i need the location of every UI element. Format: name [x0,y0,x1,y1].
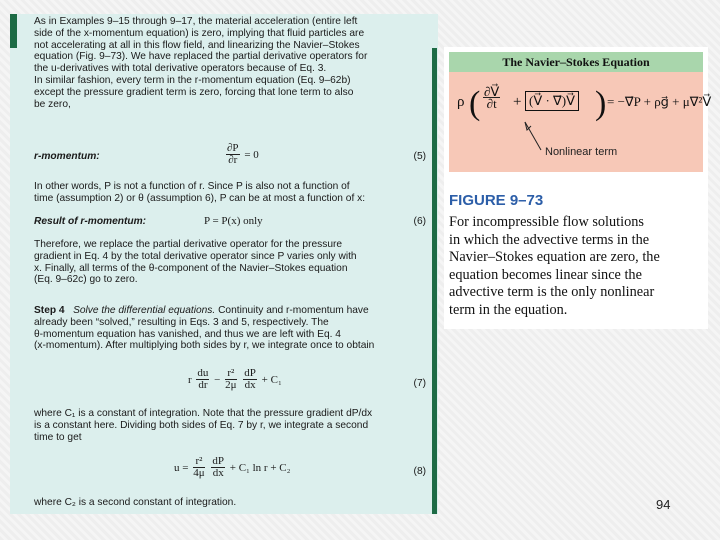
text-line: is a constant here. Dividing both sides of Eq. 7 by r, we integrate a second [34,419,369,431]
right-paren: ) [595,85,607,122]
paragraph-6 [34,497,426,509]
paragraph-5 [34,408,426,443]
equation-rhs: = −∇⃗P + ρg⃗ + μ∇²V⃗ [607,94,712,109]
numerator: r² [193,456,204,468]
text-line: (Eq. 9–62c) go to zero. [34,274,138,286]
nonlinear-term-note: Nonlinear term [545,146,618,158]
equation-body [174,456,290,479]
accent-bar [10,14,17,48]
denominator: 4μ [193,467,205,479]
text-fragment: Continuity and r-momentum have [215,305,369,316]
numerator: ∂V⃗ [484,84,500,99]
text-line: already been “solved,” resulting in Eqs. 3 and 5, respectively. The [34,316,329,328]
text-line: As in Examples 9–15 through 9–17, the material acceleration (entire left [34,16,358,27]
denominator: ∂r [228,154,238,166]
equation-number: (7) [413,378,426,389]
step-heading: Step 4 [34,305,65,316]
caption-line: advective term is the only nonlinear [449,284,655,301]
text-line: x. Finally, all terms of the θ-component of the Navier–Stokes equation [34,262,348,274]
text-line: the u-derivatives with total derivative operators because of Eq. 3. [34,63,327,75]
left-paren: ( [469,85,481,122]
step-title: Solve the differential equations. [73,305,216,316]
text-line: Therefore, we replace the partial derivative operator for the pressure [34,239,343,250]
equation-label: Result of r-momentum: [34,216,147,227]
text-line: side of the x-momentum equation) is zero, implying that fluid particles are [34,27,365,39]
advective-term: (V⃗ · ∇⃗)V⃗ [525,91,579,111]
equation-5 [34,143,426,169]
text-line: not accelerating at all in this flow field, and linearizing the Navier–Stokes [34,39,360,51]
denominator: dr [198,379,208,391]
plus-sign: + [513,94,522,110]
paragraph-2 [34,181,426,205]
fraction [211,456,225,479]
paragraph-4 [34,305,426,352]
equation-number: (6) [413,216,426,227]
denominator: dx [212,467,224,479]
term: r [188,373,192,386]
text-line: be zero, [34,98,71,110]
text-line: equation (Fig. 9–73). We have replaced the partial derivative operators for [34,51,368,63]
text-line: except the pressure gradient term is zero, forcing that lone term to also [34,86,354,98]
page-number: 94 [656,497,671,512]
text-line: In other words, P is not a function of r. Since P is also not a function of [34,181,350,192]
text-line [34,305,426,317]
term: + C₁ ln r + C₂ [229,461,291,474]
numerator: du [197,367,209,379]
column-divider [432,48,437,514]
figure-header: The Navier–Stokes Equation [449,52,703,72]
text-line: time (assumption 2) or θ (assumption 6), P can be at most a function of x: [34,192,366,204]
fraction [226,143,240,166]
denominator: 2μ [225,379,237,391]
equation-body [188,368,282,391]
equation-7 [34,368,426,398]
text-line: θ-momentum equation has vanished, and thus we are left with Eq. 4 [34,328,341,340]
rho-symbol: ρ [457,94,465,110]
term: + C₁ [261,373,282,386]
equation-number: (8) [413,466,426,477]
caption-line: Navier–Stokes equation are zero, the [449,249,660,266]
equation-6 [34,208,426,234]
caption-line: For incompressible flow solutions [449,214,644,230]
equation-body: P = P(x) only [204,215,263,227]
text-line: gradient in Eq. 4 by the total derivative operator since P varies only with [34,250,357,262]
equation-number: (5) [413,151,426,162]
caption-line: in which the advective terms in the [449,231,650,248]
caption-line: term in the equation. [449,301,568,318]
figure-caption [449,214,705,320]
numerator: dP [244,367,256,379]
equation-label: r-momentum: [34,151,100,162]
numerator: ∂P [227,142,239,154]
equation-8 [34,456,426,486]
term: u = [174,461,189,474]
equation-body [224,143,259,166]
fraction [193,456,204,479]
text-line: (x-momentum). After multiplying both sides by r, we integrate once to obtain [34,340,375,352]
text-line: where C₂ is a second constant of integration. [34,497,237,508]
fraction [196,368,209,391]
rhs: = 0 [244,148,259,161]
text-line: where C₁ is a constant of integration. Note that the pressure gradient dP/dx [34,408,373,419]
numerator: dP [212,455,224,467]
denominator: dx [244,379,256,391]
figure-label: FIGURE 9–73 [449,192,544,209]
operator: − [214,373,221,386]
fraction [243,368,257,391]
caption-line: equation becomes linear since the [449,266,642,283]
fraction [225,368,236,391]
paragraph-1 [34,16,426,110]
denominator: ∂t [486,96,497,111]
numerator: r² [225,368,236,380]
paragraph-3 [34,239,426,286]
text-line: time to get [34,431,82,443]
text-line: In similar fashion, every term in the r-momentum equation (Eq. 9–62b) [34,74,351,86]
